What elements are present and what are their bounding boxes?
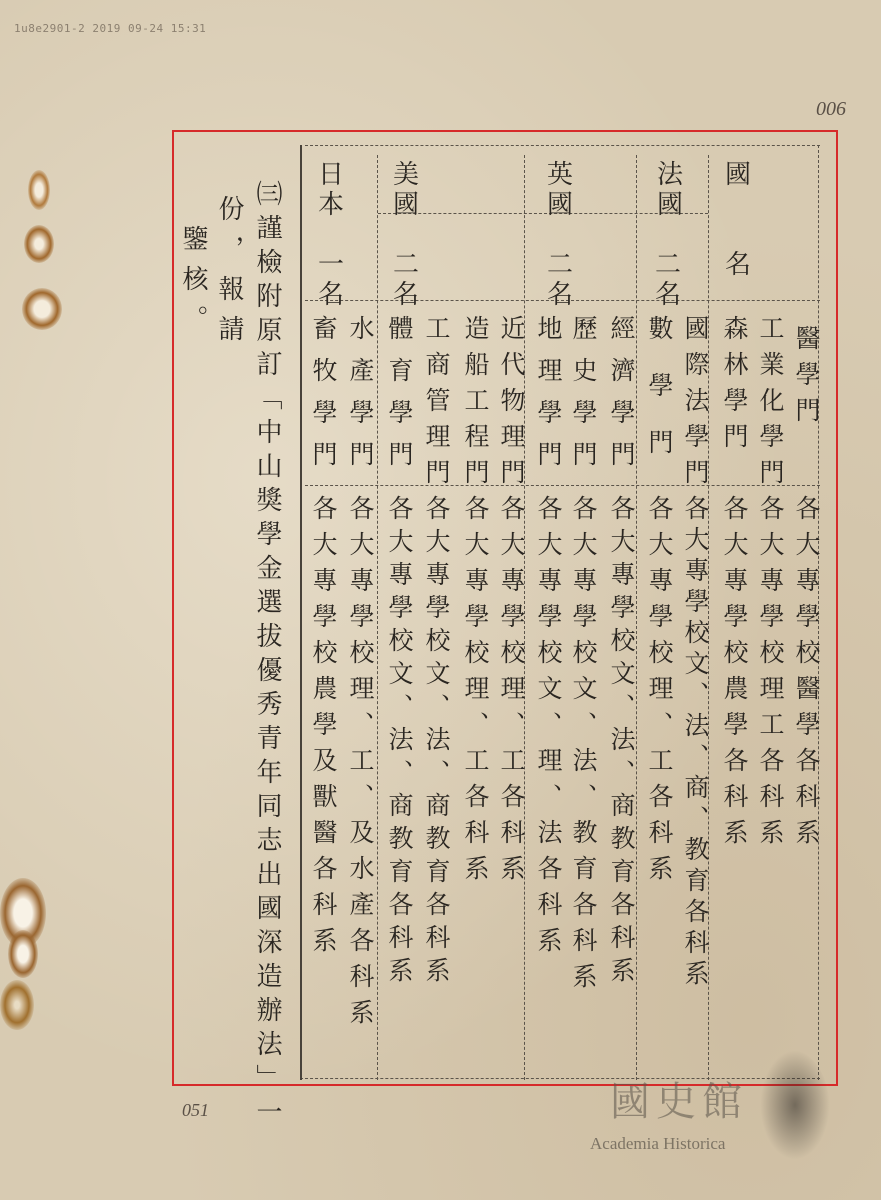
field-scope: 各大專學校文、法、教育各科系 xyxy=(569,495,598,999)
note-line-2: 份，報請 xyxy=(214,195,244,355)
burn-mark xyxy=(8,930,38,978)
scan-stamp: 1u8e2901-2 2019 09-24 15:31 xyxy=(14,22,207,35)
field-name: 水產學門 xyxy=(346,315,375,483)
quota-japan: 一名 xyxy=(317,250,362,310)
field-scope: 各大專學校農學及獸醫各科系 xyxy=(309,495,338,963)
field-scope: 各大專學校理工各科系 xyxy=(756,495,785,855)
quota-us: 二名 xyxy=(392,250,511,310)
field-name: 畜牧學門 xyxy=(309,315,338,483)
table-rule-top xyxy=(305,145,820,146)
quota-france: 二名 xyxy=(654,250,689,310)
quota-uk: 二名 xyxy=(546,250,613,310)
country-uk: 英國 xyxy=(546,160,613,220)
table-divider xyxy=(377,155,378,1080)
header-country: 國 xyxy=(724,160,751,190)
table-rule-field xyxy=(305,485,820,486)
watermark-text: Academia Historica xyxy=(590,1134,726,1153)
field-scope: 各大專學校文、法、商、教育各科系 xyxy=(681,495,710,991)
page-number-top: 006 xyxy=(816,98,846,120)
burn-mark xyxy=(0,980,34,1030)
note-line-1: ㈢謹檢附原訂「中山獎學金選拔優秀青年同志出國深造辦法」一 xyxy=(252,180,282,1132)
field-name: 數學門 xyxy=(645,315,674,486)
field-scope: 各大專學校文、法、商教育各科系 xyxy=(385,495,414,990)
note-line-3: 鑒核。 xyxy=(178,225,208,345)
field-name: 國際法學門 xyxy=(681,315,710,495)
field-scope: 各大專學校文、法、商教育各科系 xyxy=(607,495,636,990)
field-scope: 各大專學校醫學各科系 xyxy=(792,495,821,855)
table-left-border xyxy=(300,145,302,1080)
burn-mark xyxy=(22,288,62,330)
country-japan: 日本 xyxy=(317,160,362,220)
field-name: 地理學門 xyxy=(534,315,563,483)
field-scope: 各大專學校理、工各科系 xyxy=(497,495,526,891)
field-scope: 各大專學校文、法、商教育各科系 xyxy=(422,495,451,990)
field-name: 經濟學門 xyxy=(607,315,636,483)
burn-mark xyxy=(28,170,50,210)
field-name: 工商管理門 xyxy=(422,315,451,495)
field-name: 醫學門 xyxy=(792,325,821,433)
country-us: 美國 xyxy=(392,160,511,220)
header-quota: 名 xyxy=(724,250,751,280)
field-scope: 各大專學校理、工、及水產各科系 xyxy=(346,495,375,1035)
field-name: 歷史學門 xyxy=(569,315,598,483)
page-number-bottom: 051 xyxy=(182,1100,209,1120)
field-scope: 各大專學校農學各科系 xyxy=(720,495,749,855)
country-france: 法國 xyxy=(656,160,687,220)
field-name: 體育學門 xyxy=(385,315,414,483)
watermark-logo: 國史館 xyxy=(610,1079,748,1125)
field-scope: 各大專學校理、工各科系 xyxy=(645,495,674,891)
field-scope: 各大專學校理、工各科系 xyxy=(461,495,490,891)
field-name: 近代物理門 xyxy=(497,315,526,495)
archive-watermark xyxy=(590,1070,850,1170)
burn-mark xyxy=(24,225,54,263)
field-name: 工業化學門 xyxy=(756,315,785,495)
field-name: 森林學門 xyxy=(720,315,749,459)
field-name: 造船工程門 xyxy=(461,315,490,495)
field-scope: 各大專學校文、理、法各科系 xyxy=(534,495,563,963)
